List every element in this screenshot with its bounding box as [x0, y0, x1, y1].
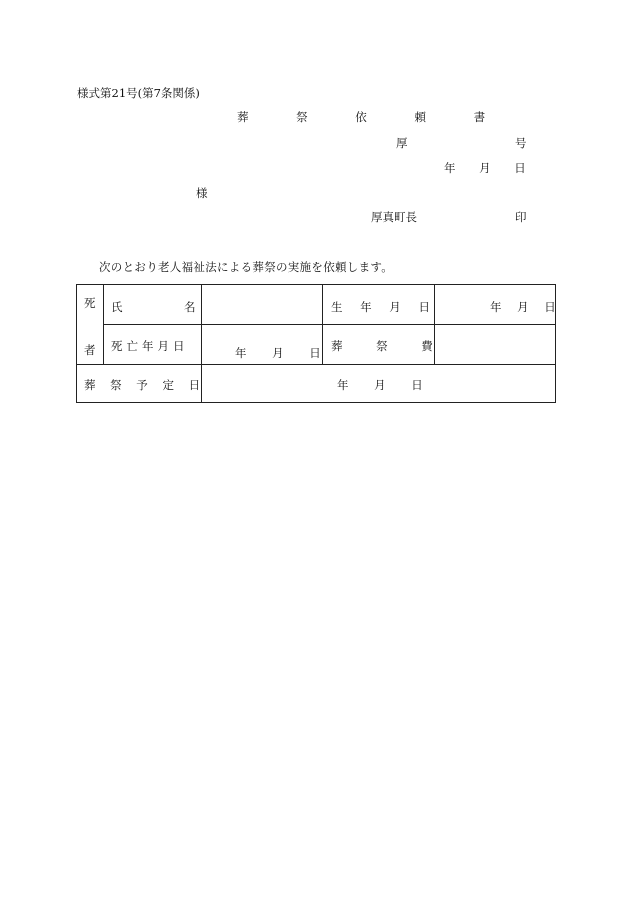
planned-date-value[interactable]: 年 月 日 — [337, 378, 423, 392]
issuer-name: 厚真町長 — [371, 210, 417, 224]
column-divider — [322, 285, 323, 364]
column-divider — [103, 285, 104, 364]
birth-date-value[interactable]: 年 月 日 — [490, 300, 556, 314]
funeral-cost-field[interactable] — [435, 325, 555, 364]
request-table — [76, 284, 556, 403]
document-title: 葬 祭 依 頼 書 — [237, 110, 508, 124]
deceased-label-top: 死 — [84, 296, 96, 310]
planned-date-label: 葬 祭 予 定 日 — [84, 378, 201, 392]
addressee-suffix: 様 — [196, 186, 208, 200]
name-field[interactable] — [202, 285, 322, 324]
row-divider — [77, 364, 555, 365]
reference-suffix: 号 — [515, 136, 527, 150]
issue-date: 年 月 日 — [444, 161, 526, 175]
intro-text: 次のとおり老人福祉法による葬祭の実施を依頼します。 — [99, 260, 394, 274]
death-date-label: 死亡年月日 — [111, 339, 189, 353]
name-label-right: 名 — [184, 300, 196, 314]
reference-prefix: 厚 — [396, 136, 408, 150]
name-label-left: 氏 — [111, 300, 123, 314]
deceased-label-bottom: 者 — [84, 343, 96, 357]
birth-date-label: 生 年 月 日 — [331, 300, 430, 314]
death-date-value[interactable]: 年 月 日 — [235, 346, 321, 360]
funeral-cost-label: 葬 祭 費 — [331, 339, 433, 353]
form-number: 様式第21号(第7条関係) — [77, 86, 200, 100]
seal-mark: 印 — [515, 210, 527, 224]
